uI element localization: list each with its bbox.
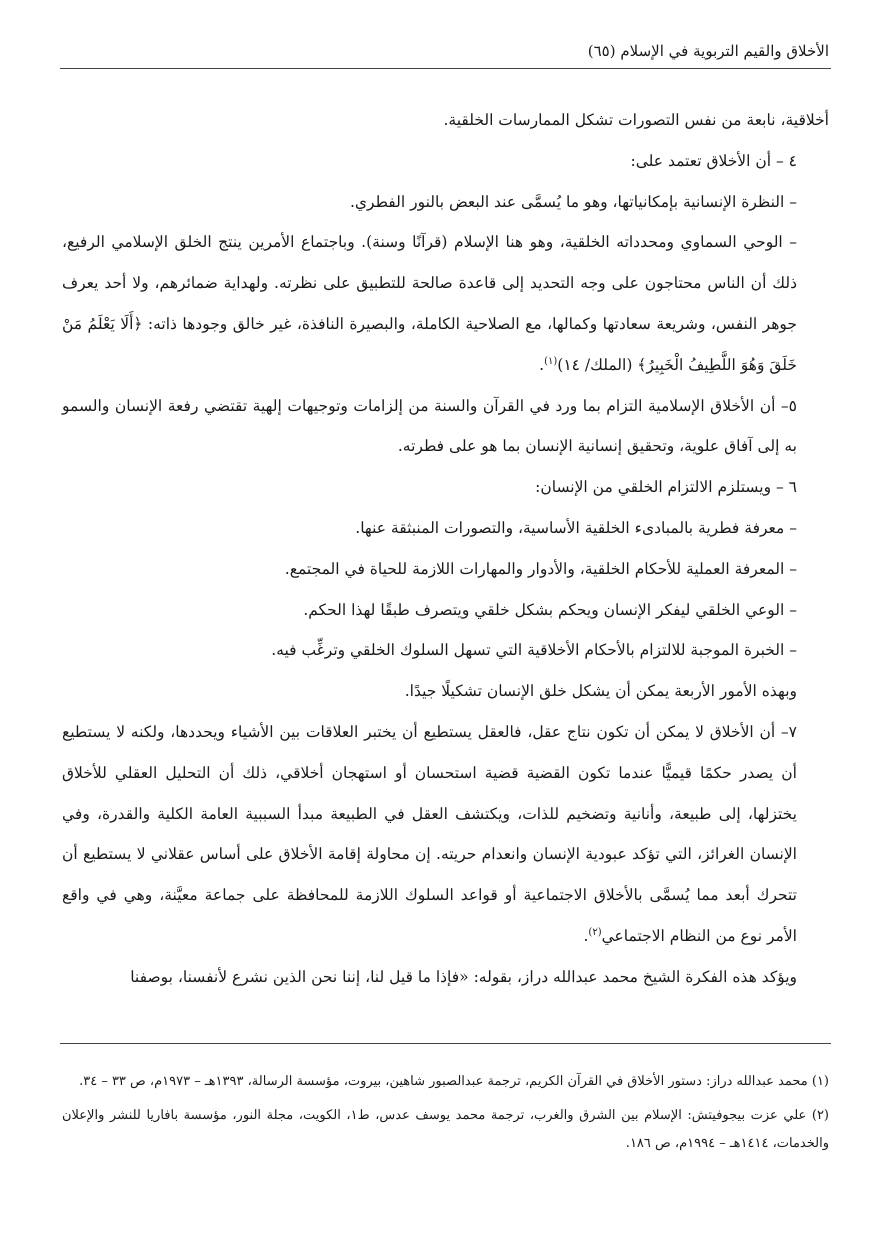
footnote-1: (١) محمد عبدالله دراز: دستور الأخلاق في القرآن الكريم، ترجمة عبدالصبور شاهين، بيروت، مؤسسة الرسالة، ١٣٩٣هـ – ١٩٧٣م، ص ٣٣ – ٣٤. (79, 1074, 829, 1089)
paragraph-text: ٧– أن الأخلاق لا يمكن أن تكون نتاج عقل، فالعقل يستطيع أن يختبر العلاقات بين الأشياء ويحددها، ولكنه لا يستطيع أن يصدر حكمًا قيميًّا عندما تكون القضية قضية استحسان أو استهجان أخلاقي، ذلك أن التحليل العقلي للأخلاق يختزلها، إلى طبيعة، وأنانية وتضخيم للذات، ويكتشف العقل في الطبيعة مبدأ السببية العامة الكلية والقدرة، وفي الإنسان الغرائز، التي تؤكد عبودية الإنسان وانعدام حريته. إن محاولة إقامة الأخلاق على أساس عقلاني لا يستطيع أن تتحرك أبعد مما يُسمَّى بالأخلاق الاجتماعية أو قواعد السلوك اللازمة للمحافظة على جماعة معيَّنة، وهي في واقع الأمر نوع من النظام الاجتماعي (62, 722, 797, 945)
running-header: الأخلاق والقيم التربوية في الإسلام (٦٥) (587, 42, 829, 60)
paragraph: وبهذه الأمور الأربعة يمكن أن يشكل خلق الإنسان تشكيلًا جيدًا. (404, 682, 797, 701)
footnotes (62, 1068, 829, 1164)
list-item: – معرفة فطرية بالمبادىء الخلقية الأساسية، والتصورات المنبثقة عنها. (355, 518, 797, 537)
header-divider (60, 68, 831, 69)
list-item: – الوعي الخلقي ليفكر الإنسان ويحكم بشكل خلقي ويتصرف طبقًا لهذا الحكم. (303, 600, 797, 619)
numbered-point-6: ٦ – ويستلزم الالتزام الخلقي من الإنسان: (535, 478, 797, 497)
main-text (62, 100, 829, 998)
footnote-ref-1[interactable]: (١) (544, 355, 558, 367)
numbered-point-4: ٤ – أن الأخلاق تعتمد على: (630, 151, 797, 170)
paragraph: أخلاقية، نابعة من نفس التصورات تشكل الممارسات الخلقية. (443, 111, 829, 129)
list-item: – المعرفة العملية للأحكام الخلقية، والأدوار والمهارات اللازمة للحياة في المجتمع. (284, 559, 797, 578)
footnote-ref-2[interactable]: (٢) (588, 926, 602, 938)
list-item: – الخبرة الموجبة للالتزام بالأحكام الأخلاقية التي تسهل السلوك الخلقي وترغِّب فيه. (271, 641, 797, 660)
numbered-point-5: ٥– أن الأخلاق الإسلامية التزام بما ورد في القرآن والسنة من إلزامات وتوجيهات إلهية تقتضي رفعة الإنسان والسمو به إلى آفاق علوية، وتحقيق إنسانية الإنسان بما هو على فطرته. (62, 396, 797, 456)
punctuation: . (583, 926, 589, 945)
footnote-2: (٢) علي عزت بيجوفيتش: الإسلام بين الشرق والغرب، ترجمة محمد يوسف عدس، ط١، الكويت، مجلة النور، مؤسسة بافاريا للنشر والإعلان والخدمات، ١٤١٤هـ – ١٩٩٤م، ص ١٨٦. (62, 1108, 829, 1151)
punctuation: . (539, 355, 545, 374)
paragraph-text: – الوحي السماوي ومحدداته الخلقية، وهو هنا الإسلام (قرآنًا وسنة). وباجتماع الأمرين ينتج الخلق الإسلامي الرفيع، ذلك أن الناس محتاجون على وجه التحديد إلى قاعدة صالحة للتطبيق على نظرته. ولهداية ضمائرهم، ولا أحد يعرف جوهر النفس، وشريعة سعادتها وكمالها، مع الصلاحية الكاملة، والبصيرة النافذة، غير خالق وجودها ذاته: ﴿أَلَا يَعْلَمُ مَنْ خَلَقَ وَهُوَ اللَّطِيفُ الْخَبِيرُ﴾ (الملك/ ١٤) (62, 233, 797, 374)
numbered-point-7 (62, 712, 829, 957)
list-item-revelation (62, 222, 829, 385)
paragraph: ويؤكد هذه الفكرة الشيخ محمد عبدالله دراز، بقوله: «فإذا ما قيل لنا، إننا نحن الذين نشرع لأنفسنا، بوصفنا (130, 967, 797, 986)
footnote-divider (60, 1043, 831, 1044)
list-item: – النظرة الإنسانية بإمكانياتها، وهو ما يُسمَّى عند البعض بالنور الفطري. (349, 192, 797, 211)
